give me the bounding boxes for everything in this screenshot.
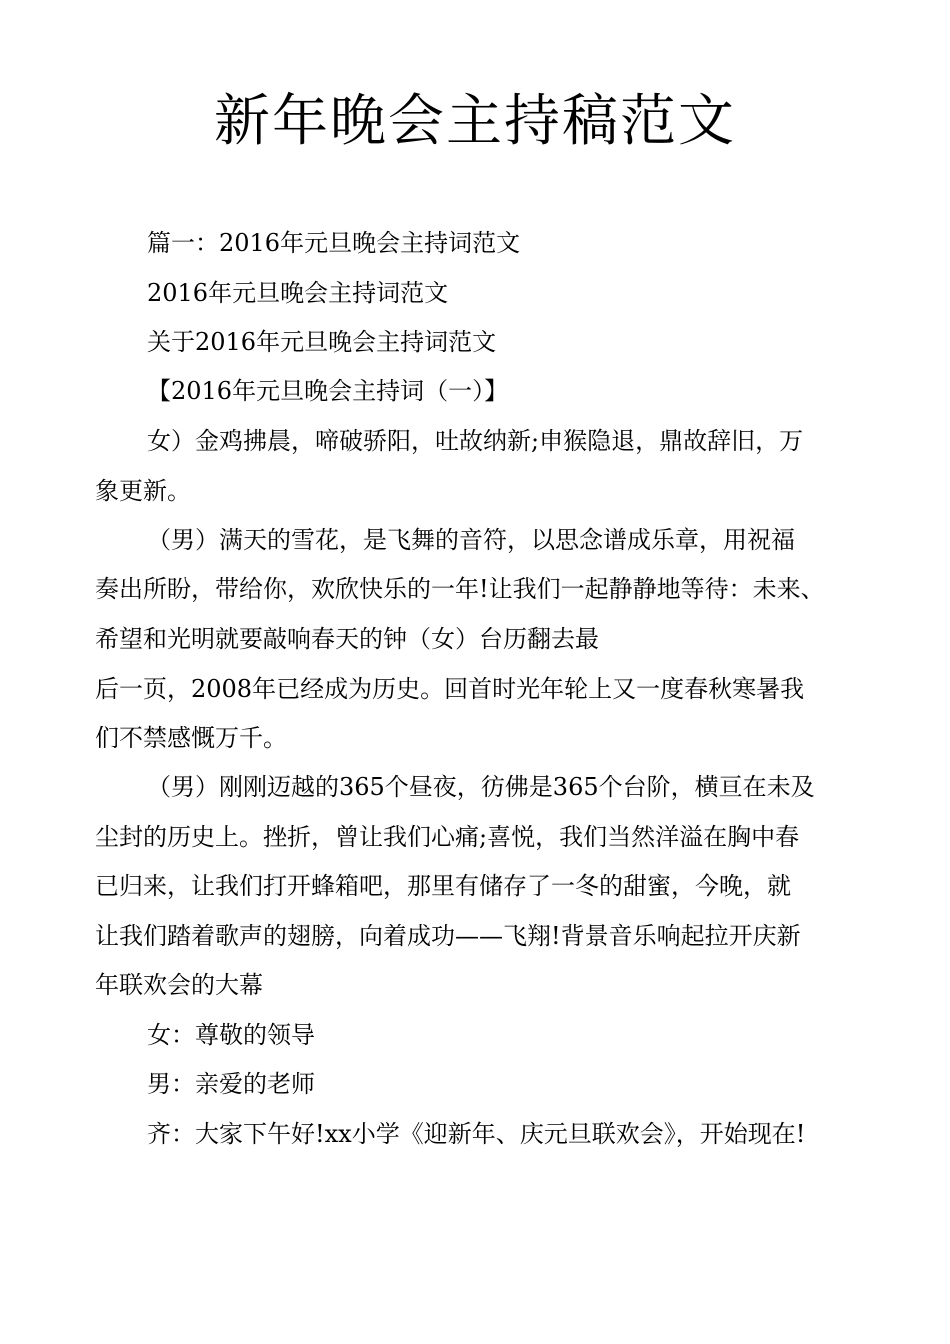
text-line: 篇一：2016年元旦晚会主持词范文 — [147, 229, 521, 257]
text-line: （男）满天的雪花，是飞舞的音符，以思念谱成乐章，用祝福 — [147, 526, 795, 554]
text-line: 希望和光明就要敲响春天的钟（女）台历翻去最 — [95, 625, 599, 653]
text-line: 2016年元旦晚会主持词范文 — [147, 279, 449, 307]
text-line: 女）金鸡拂晨，啼破骄阳，吐故纳新;申猴隐退，鼎故辞旧，万 — [147, 427, 804, 455]
text-line: 齐：大家下午好!xx小学《迎新年、庆元旦联欢会》，开始现在! — [147, 1120, 806, 1148]
text-line: 已归来，让我们打开蜂箱吧，那里有储存了一冬的甜蜜，今晚，就 — [95, 872, 791, 900]
text-line: 年联欢会的大幕 — [95, 971, 263, 999]
text-line: 象更新。 — [95, 477, 191, 505]
text-line: （男）刚刚迈越的365个昼夜，彷佛是365个台阶，横亘在未及 — [147, 773, 815, 801]
text-line: 后一页，2008年已经成为历史。回首时光年轮上又一度春秋寒暑我 — [95, 675, 805, 703]
text-line: 让我们踏着歌声的翅膀，向着成功——飞翔!背景音乐响起拉开庆新 — [95, 922, 801, 950]
document-title: 新年晚会主持稿范文 — [214, 89, 736, 154]
text-line: 女：尊敬的领导 — [147, 1021, 315, 1049]
text-line: 【2016年元旦晚会主持词（一）】 — [147, 377, 509, 405]
text-line: 尘封的历史上。挫折，曾让我们心痛;喜悦，我们当然洋溢在胸中春 — [95, 823, 800, 851]
text-line: 关于2016年元旦晚会主持词范文 — [147, 328, 497, 356]
text-line: 们不禁感慨万千。 — [95, 724, 287, 752]
text-line: 男：亲爱的老师 — [147, 1070, 315, 1098]
text-line: 奏出所盼，带给你，欢欣快乐的一年!让我们一起静静地等待：未来、 — [95, 575, 825, 603]
